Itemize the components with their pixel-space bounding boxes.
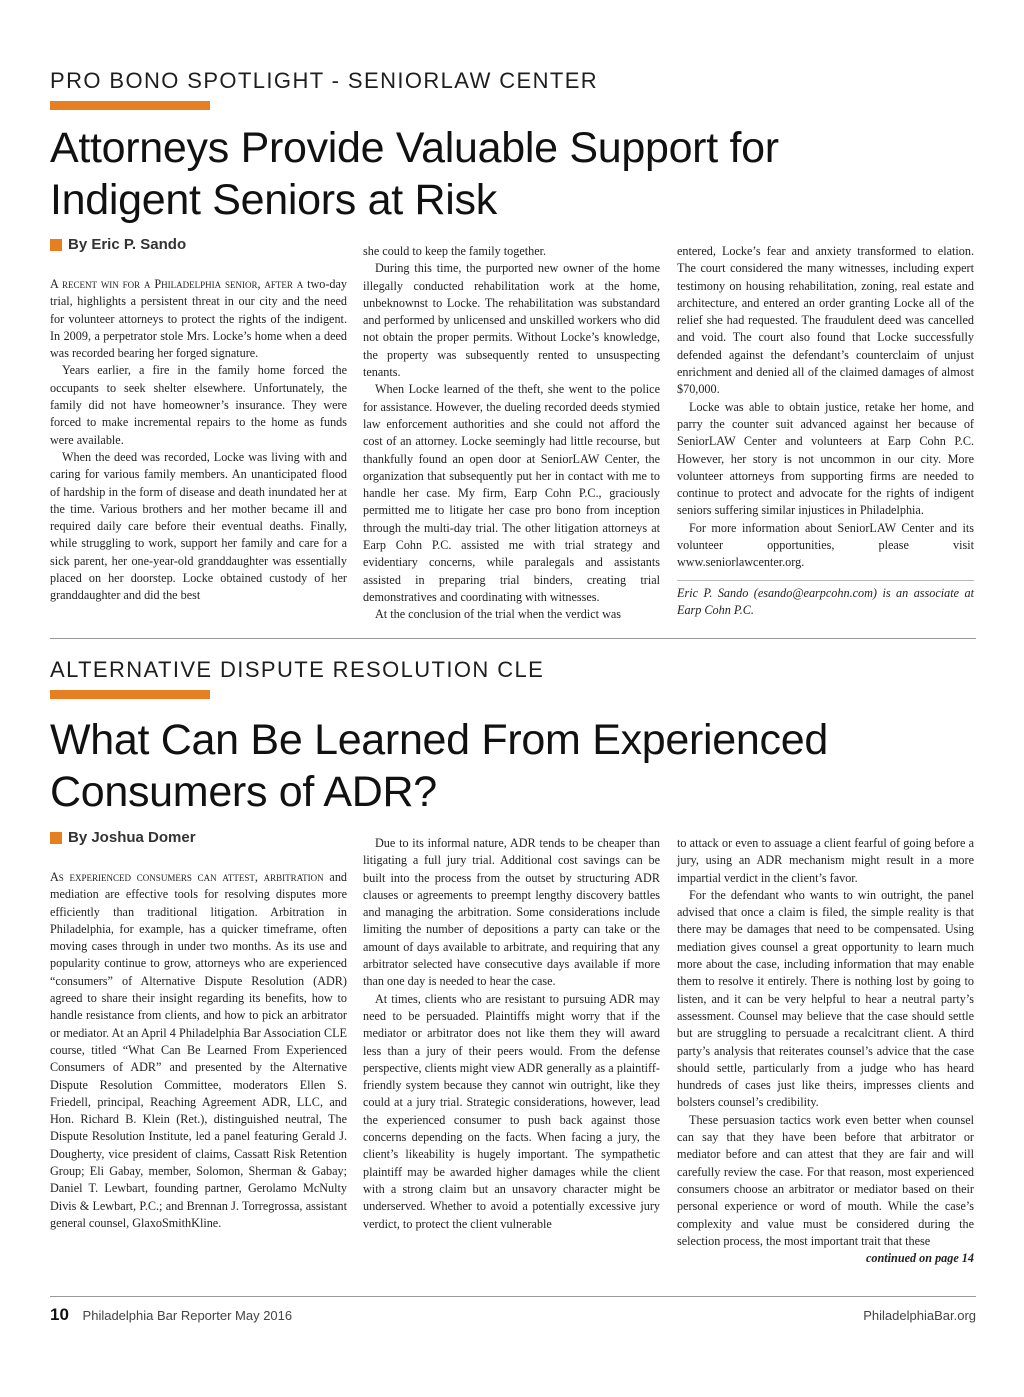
paragraph: When Locke learned of the theft, she went to the police for assistance. However, the dueling recorded deeds stymied law enforcement authorities and she could not afford the cost of an attorney. Locke seemingly had little recourse, but thankfully found an open door at SeniorLAW Center, the organization that subsequently put her in contact with me to handle her case. My firm, Earp Cohn P.C., graciously permitted me to litigate her case pro bono from inception through the multi-day trial. The other litigation attorneys at Earp Cohn P.C. assisted me with trial strategy and evidentiary concerns, while paralegals and assistants assisted in preparing trial binders, creating trial demonstratives and coordinating with witnesses. <box>363 382 660 604</box>
paragraph: Due to its informal nature, ADR tends to be cheaper than litigating a full jury trial. Additional cost savings can be built into the process from the outset by structuring ADR clauses or agreements to preempt lengthy discovery battles and managing the arbitration. Some considerations include limiting the number of depositions a party can take or the amount of days available to arbitrate, and requiring that any arbitrator selected have consecutive days available if more than one day is needed to hear the case. <box>363 836 660 989</box>
section-kicker: PRO BONO SPOTLIGHT - SENIORLAW CENTER <box>50 68 599 93</box>
paragraph <box>50 276 347 362</box>
headline-line: Indigent Seniors at Risk <box>50 176 497 224</box>
byline-square-icon <box>50 832 62 844</box>
lead-in: A recent win for a Philadelphia senior, after a <box>50 277 304 291</box>
article-headline <box>50 122 779 226</box>
paragraph: to attack or even to assuage a client fearful of going before a jury, using an ADR mechanism might result in a more impartial verdict in the client’s favor. <box>677 836 974 885</box>
article-column-2 <box>363 243 660 624</box>
paragraph: At the conclusion of the trial when the verdict was <box>375 607 622 622</box>
paragraph: she could to keep the family together. <box>363 244 547 258</box>
publication-name: Philadelphia Bar Reporter May 2016 <box>82 1308 293 1323</box>
website-link[interactable]: PhiladelphiaBar.org <box>863 1308 976 1323</box>
accent-bar <box>50 690 210 699</box>
page-number: 10 <box>50 1305 69 1324</box>
section-kicker: ALTERNATIVE DISPUTE RESOLUTION CLE <box>50 657 545 682</box>
paragraph: During this time, the purported new owner of the home illegally conducted rehabilitation work at the home, unbeknownst to Locke. The rehabilitation was substandard and performed by unlicensed and unskilled workers who did not obtain the proper permits. Without Locke’s knowledge, the property was subsequently rented to unsuspecting tenants. <box>363 261 660 380</box>
byline <box>50 236 186 253</box>
lead-in: As experienced consumers can attest, arbitration <box>50 870 324 884</box>
headline-line: Attorneys Provide Valuable Support for <box>50 124 779 172</box>
continued-note: continued on page 14 <box>865 1251 974 1266</box>
paragraph: For the defendant who wants to win outright, the panel advised that once a claim is filed, the simple reality is that there may be damages that need to be compensated. Using mediation gives counsel a great opportunity to learn much more about the case, including information that may enable them to resolve it entirely. There is nothing lost by going to listen, and it can be very helpful to hear a neutral party’s assessment. Counsel may believe that the case should settle but are struggling to persuade a recalcitrant client. A third party’s analysis that reiterates counsel’s advice that the case should settle, particularly from a judge who has heard hundreds of cases just like theirs, impresses clients and bolsters counsel’s credibility. <box>677 887 974 1110</box>
article-column-1 <box>50 276 347 605</box>
paragraph: When the deed was recorded, Locke was living with and caring for various family members. An unanticipated flood of hardship in the form of disease and death inundated her at the time. Various brothers and her mother became ill and required daily care before their eventual deaths. Finally, while struggling to work, support her family and care for a sick parent, her one-year-old granddaughter was essentially placed on her doorstep. Locke obtained custody of her granddaughter and did the best <box>50 449 347 603</box>
paragraph-text: two-day trial, highlights a persistent threat in our city and the need for volunteer attorneys to protect the rights of the indigent. In 2009, a perpetrator stole Mrs. Locke’s home when a deed was recorded bearing her forged signature. <box>50 277 348 361</box>
accent-bar <box>50 101 210 110</box>
footer-divider <box>50 1296 976 1297</box>
headline-line: Consumers of ADR? <box>50 768 437 816</box>
paragraph: For more information about SeniorLAW Center and its volunteer opportunities, please visit www.seniorlawcenter.org. <box>677 520 974 570</box>
article-column-3 <box>677 243 974 619</box>
byline <box>50 829 196 846</box>
paragraph-text: and mediation are effective tools for resolving disputes more efficiently than traditional litigation. Arbitration in Philadelphia, for example, has a quicker timeframe, often moving cases through in under two months. As its use and popularity continue to grow, attorneys who are experienced “consumers” of Alternative Dispute Resolution (ADR) agreed to share their insight regarding its benefits, how to handle resistance from clients, and how to pick an arbitrator or mediator. At an April 4 Philadelphia Bar Association CLE course, titled “What Can Be Learned From Experienced Consumers of ADR” and presented by the Alternative Dispute Resolution Committee, moderators Ellen S. Friedell, principal, Reaching Agreement ADR, LLC, and Hon. Richard B. Klein (Ret.), distinguished neutral, The Dispute Resolution Institute, led a panel featuring Gerald J. Dougherty, vice president of claims, Cassatt Risk Retention Group; Eli Gabay, member, Solomon, Sherman & Gabay; Daniel T. Lewbart, founding partner, Gerolamo McNulty Divis & Lewbart, P.C.; and Brennan J. Torregrossa, assistant general counsel, GlaxoSmithKline. <box>50 870 348 1230</box>
paragraph <box>50 869 347 1232</box>
article-column-3 <box>677 835 974 1267</box>
author-bio: Eric P. Sando (esando@earpcohn.com) is an associate at Earp Cohn P.C. <box>677 585 974 617</box>
byline-text: By Joshua Domer <box>68 829 196 846</box>
paragraph: At times, clients who are resistant to pursuing ADR may need to be persuaded. Plaintiffs might worry that if the mediator or arbitrator does not like them they will award less than a jury of their peers would. From the defense perspective, clients might view ADR generally as a plaintiff-friendly system because they cannot win outright, like they could at a jury trial. Strategic considerations, however, lead the experienced consumer to push back against those concerns depending on the facts. When facing a jury, the client’s likeability is hugely important. The sympathetic plaintiff may be awarded higher damages while the client with a strong claim but an unsavory character might be underserved. Whether to avoid a potentially excessive jury verdict, to protect the client vulnerable <box>363 991 660 1231</box>
byline-text: By Eric P. Sando <box>68 236 187 253</box>
paragraph: These persuasion tactics work even better when counsel can say that they have been before that arbitrator or mediator before and can attest that they are fair and will carefully review the case. For that reason, most experienced consumers choose an arbitrator or mediator based on their personal experience or word of mouth. While the case’s complexity and value must be considered during the selection process, the most important trait that these <box>677 1112 974 1248</box>
paragraph: Locke was able to obtain justice, retake her home, and parry the counter suit advanced against her because of SeniorLAW Center and volunteers at Earp Cohn P.C. However, her story is not uncommon in our city. More volunteer attorneys from supporting firms are needed to continue to protect and advocate for the rights of indigent seniors suffering similar injustices in Philadelphia. <box>677 399 974 518</box>
page-footer <box>50 1305 976 1325</box>
paragraph: entered, Locke’s fear and anxiety transformed to elation. The court considered the many witnesses, including expert testimony on housing rehabilitation, zoning, real estate and architecture, and entered an order granting Locke all of the relief she had requested. The fraudulent deed was cancelled and void. The court also found that Locke successfully defended against the defendant’s counterclaim of unjust enrichment and denied all of the claimed damages of almost $70,000. <box>677 244 974 397</box>
footer-left <box>50 1305 292 1325</box>
headline-line: What Can Be Learned From Experienced <box>50 716 828 764</box>
paragraph: Years earlier, a fire in the family home forced the occupants to seek shelter elsewhere. Unfortunately, the family did not have homeowner’s insurance. They were forced to make incremental repairs to the home as funds were available. <box>50 363 347 447</box>
article-headline <box>50 714 828 818</box>
section-divider <box>50 638 976 639</box>
byline-square-icon <box>50 239 62 251</box>
bio-divider <box>677 580 974 581</box>
article-column-1 <box>50 869 347 1232</box>
article-column-2 <box>363 835 660 1233</box>
